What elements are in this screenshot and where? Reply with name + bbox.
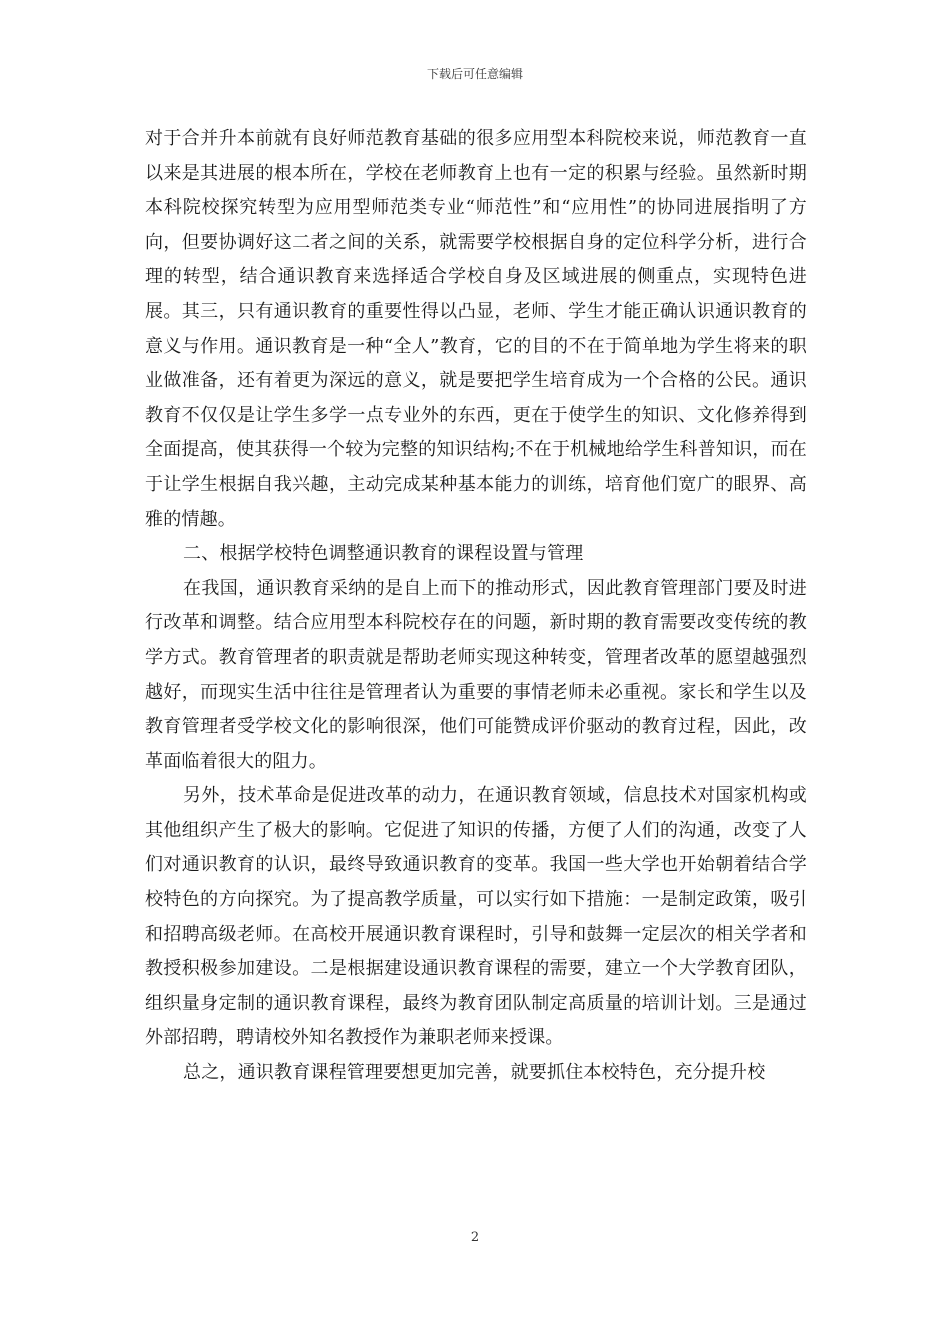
paragraph: 总之，通识教育课程管理要想更加完善，就要抓住本校特色，充分提升校: [183, 1062, 766, 1084]
paragraph-continuation: 对于合并升本前就有良好师范教育基础的很多应用型本科院校来说，师范教育一直以来是其进展的根本所在，学校在老师教育上也有一定的积累与经验。虽然新时期本科院校探究转型为应用型师范类专业“师范性”和“应用性”的协同进展指明了方向，但要协调好这二者之间的关系，就需要学校根据自身的定位科学分析，进行合理的转型，结合通识教育来选择适合学校自身及区域进展的侧重点，实现特色进展。其三，只有通识教育的重要性得以凸显，老师、学生才能正确认识通识教育的意义与作用。通识教育是一种“全人”教育，它的目的不在于简单地为学生将来的职业做准备，还有着更为深远的意义，就是要把学生培育成为一个合格的公民。通识教育不仅仅是让学生多学一点专业外的东西，更在于使学生的知识、文化修养得到全面提高，使其获得一个较为完整的知识结构;不在于机械地给学生科普知识，而在于让学生根据自我兴趣，主动完成某种基本能力的训练，培育他们宽广的眼界、高雅的情趣。: [145, 128, 807, 530]
paragraph: 另外，技术革命是促进改革的动力，在通识教育领域，信息技术对国家机构或其他组织产生了极大的影响。它促进了知识的传播，方便了人们的沟通，改变了人们对通识教育的认识，最终导致通识教育的变革。我国一些大学也开始朝着结合学校特色的方向探究。为了提高教学质量，可以实行如下措施：一是制定政策，吸引和招聘高级老师。在高校开展通识教育课程时，引导和鼓舞一定层次的相关学者和教授积极参加建设。二是根据建设通识教育课程的需要，建立一个大学教育团队，组织量身定制的通识教育课程，最终为教育团队制定高质量的培训计划。三是通过外部招聘，聘请校外知名教授作为兼职老师来授课。: [145, 785, 807, 1049]
document-body: [145, 122, 807, 1091]
section-heading: 二、根据学校特色调整通识教育的课程设置与管理: [183, 543, 584, 565]
paragraph: 在我国，通识教育采纳的是自上而下的推动形式，因此教育管理部门要及时进行改革和调整。结合应用型本科院校存在的问题，新时期的教育需要改变传统的教学方式。教育管理者的职责就是帮助老师实现这种转变，管理者改革的愿望越强烈越好，而现实生活中往往是管理者认为重要的事情老师未必重视。家长和学生以及教育管理者受学校文化的影响很深，他们可能赞成评价驱动的教育过程，因此，改革面临着很大的阻力。: [145, 577, 807, 772]
page-header: 下载后可任意编辑: [426, 67, 523, 81]
page-number: 2: [470, 1230, 480, 1245]
